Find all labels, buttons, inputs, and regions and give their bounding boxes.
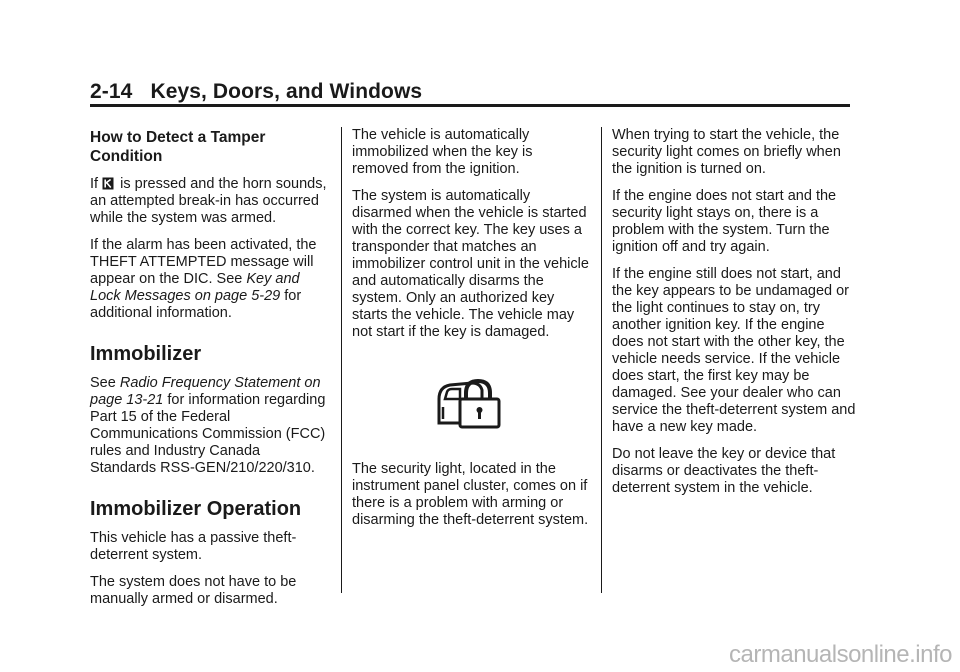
col3-paragraph-3: If the engine still does not start, and the key appears to be undamaged or the light continues to stay on, try another ignition key. If the engine does not start with the other key, the vehicle needs service. If the vehicle does start, the first key may be damaged. See your dealer who can service the theft-deterrent system and have a new key made.: [612, 266, 856, 435]
col2-paragraph-2: The system is automatically disarmed when the vehicle is started with the correct key. The key uses a transponder that matches an immobilizer control unit in the vehicle and automatically disarms the system. Only an authorized key starts the vehicle. The vehicle may not start if the key is damaged.: [352, 188, 589, 340]
tamper-p1-pre: If: [90, 176, 99, 192]
column-2: [352, 127, 592, 539]
key-lock-messages-link[interactable]: Key and Lock Messages on page 5-29: [90, 271, 300, 304]
operation-paragraph-1: This vehicle has a passive theft-deterrent system.: [90, 530, 297, 563]
col2-paragraph-1: The vehicle is automatically immobilized when the key is removed from the ignition.: [352, 127, 533, 177]
immobilizer-p1-pre: See: [90, 375, 116, 391]
radio-frequency-link[interactable]: Radio Frequency Statement on page 13-21: [90, 375, 321, 408]
column-divider: [341, 127, 342, 593]
page-header: [90, 80, 422, 104]
security-light-icon: [434, 377, 504, 431]
tamper-p2-post: for additional information.: [90, 288, 302, 321]
tamper-heading: How to Detect a Tamper Condition: [90, 129, 266, 165]
col3-paragraph-1: When trying to start the vehicle, the security light comes on briefly when the ignition is turned on.: [612, 127, 841, 177]
tamper-p1-post: is pressed and the horn sounds, an attempted break-in has occurred while the system was armed.: [90, 176, 327, 226]
watermark: carmanualsonline.info: [729, 641, 952, 668]
column-divider: [601, 127, 602, 593]
column-3: [612, 127, 857, 507]
col3-paragraph-2: If the engine does not start and the security light stays on, there is a problem with the system. Turn the ignition off and try again.: [612, 188, 837, 255]
immobilizer-heading: Immobilizer: [90, 343, 202, 365]
page-number: 2-14: [90, 80, 133, 103]
section-title: Keys, Doors, and Windows: [150, 80, 423, 103]
header-rule: [90, 104, 850, 107]
immobilizer-operation-heading: Immobilizer Operation: [90, 498, 302, 520]
tamper-p2-pre: If the alarm has been activated, the THEFT ATTEMPTED message will appear on the DIC. See: [90, 237, 317, 287]
immobilizer-p1-post: for information regarding Part 15 of the Federal Communications Commission (FCC) rules and Industry Canada Standards RSS-GEN/210/220/310.: [90, 392, 326, 476]
tamper-paragraph-1: [90, 176, 330, 227]
column-1: [90, 127, 330, 618]
keyfob-panic-icon: [102, 177, 114, 190]
col3-paragraph-4: Do not leave the key or device that disarms or deactivates the theft-deterrent system in the vehicle.: [612, 446, 836, 496]
immobilizer-paragraph: [90, 375, 330, 477]
operation-paragraph-2: The system does not have to be manually armed or disarmed.: [90, 574, 297, 607]
tamper-paragraph-2: [90, 237, 330, 322]
col2-paragraph-3: The security light, located in the instrument panel cluster, comes on if there is a problem with arming or disarming the theft-deterrent system.: [352, 461, 589, 528]
